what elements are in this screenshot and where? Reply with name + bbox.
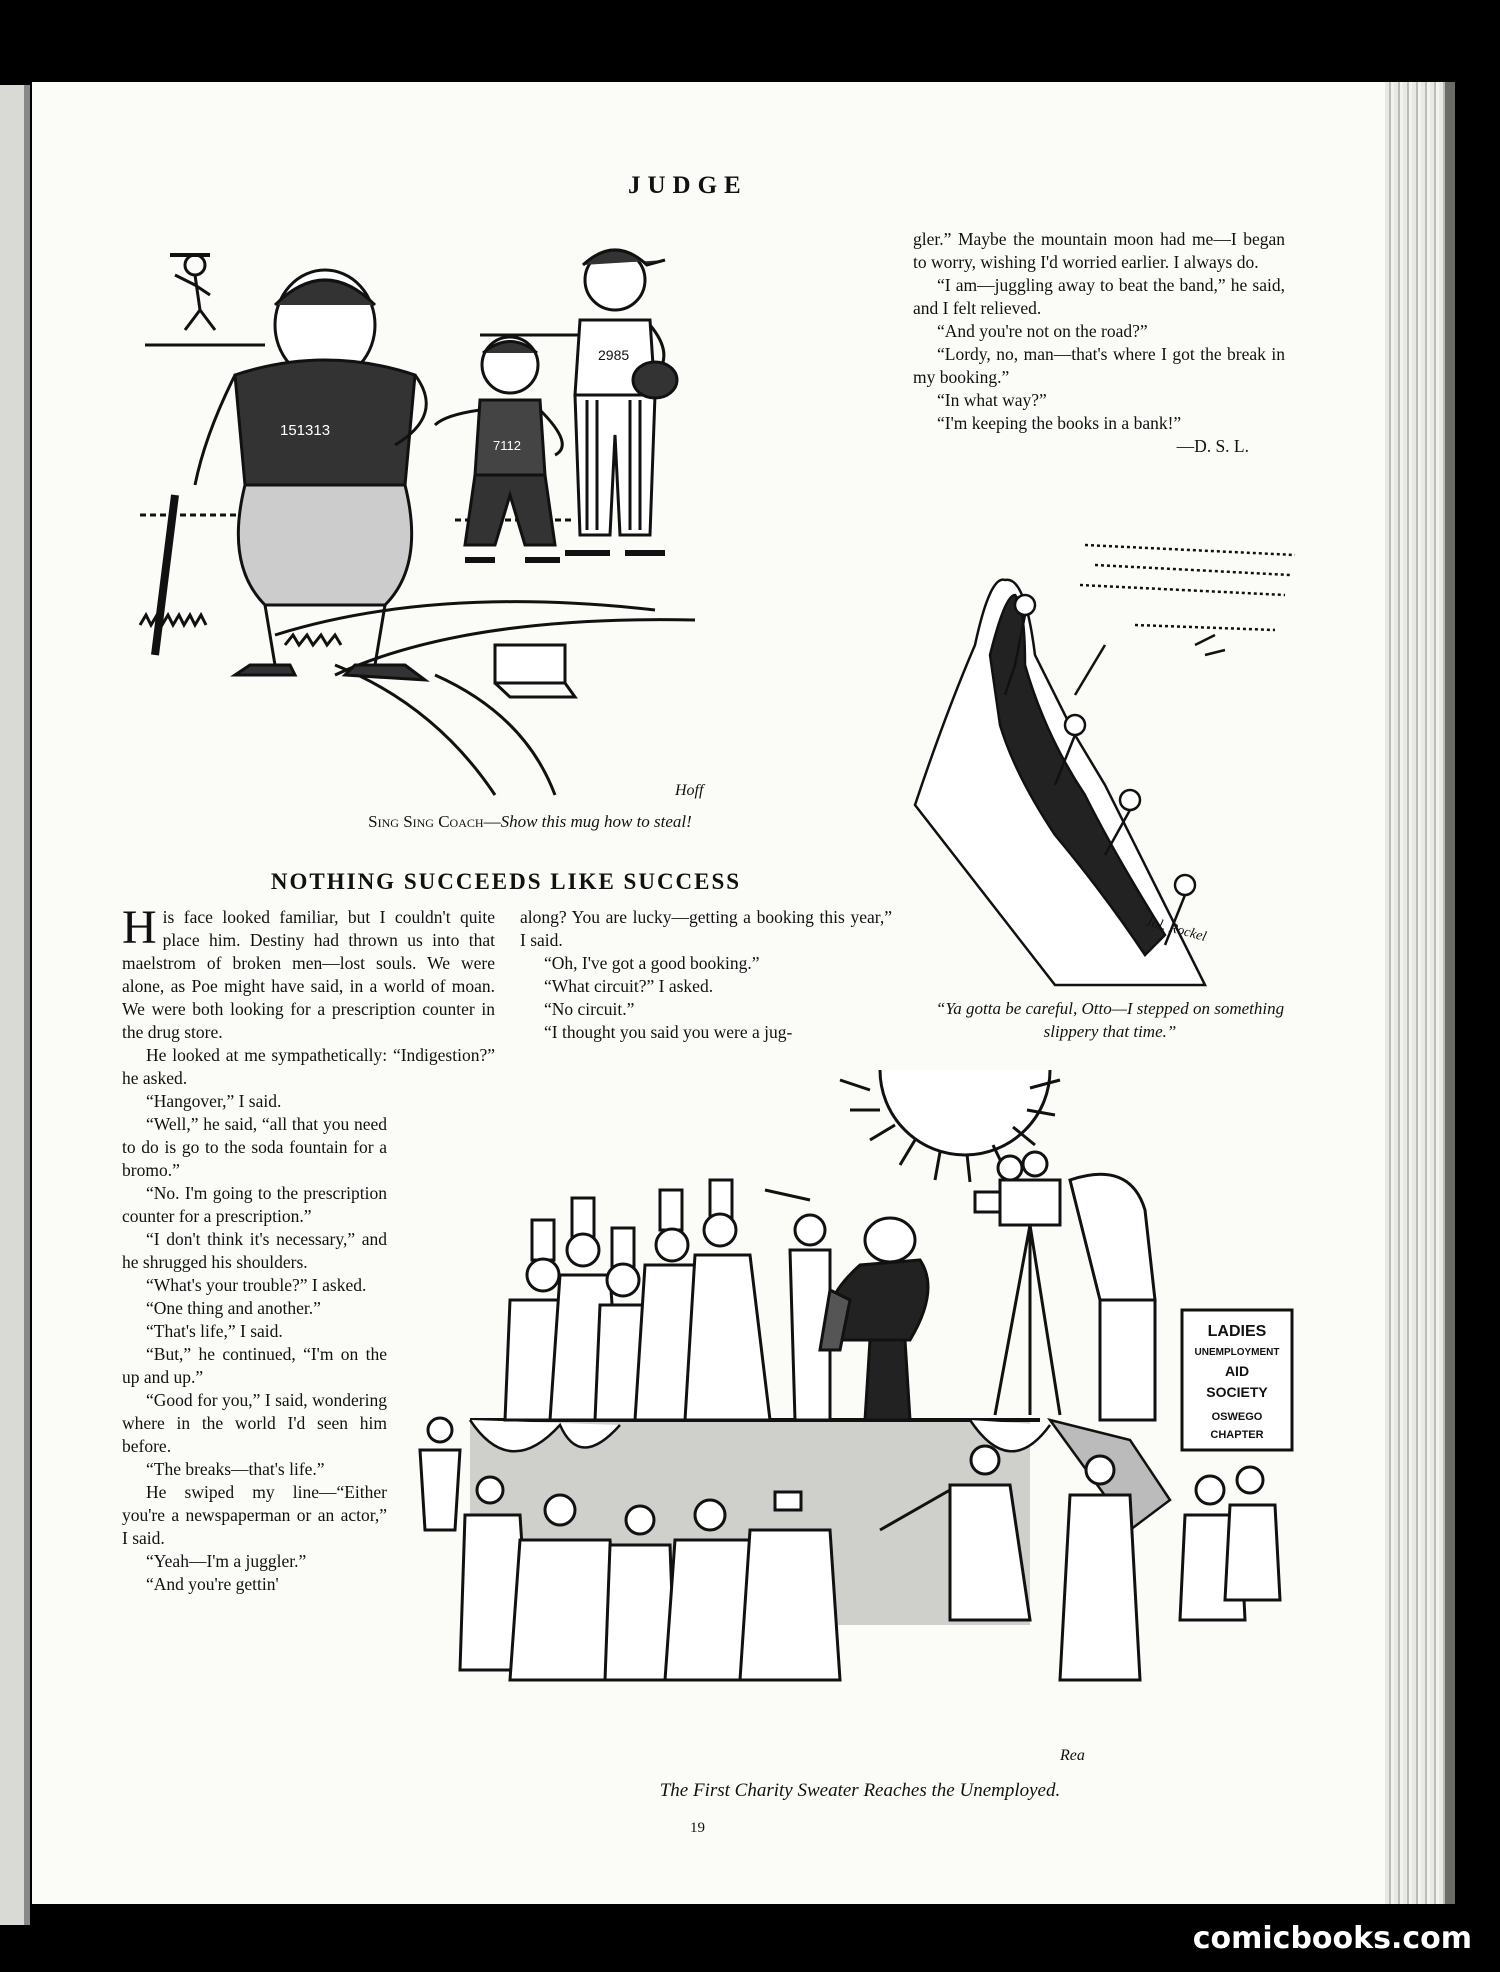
paragraph: “And you're gettin' bbox=[146, 1574, 279, 1594]
cartoonist-signature: Jol. Rockel bbox=[1143, 914, 1208, 945]
sign-text: CHAPTER bbox=[1210, 1429, 1264, 1441]
paragraph: “I thought you said you were a jug- bbox=[544, 1022, 793, 1042]
paragraph: along? You are lucky—getting a booking this year,” I said. bbox=[520, 907, 892, 950]
magazine-title: JUDGE bbox=[628, 172, 748, 199]
cartoon-caption: “Ya gotta be careful, Otto—I stepped on something slippery that time.” bbox=[935, 999, 1285, 1041]
watermark: comicbooks.com bbox=[1192, 1921, 1472, 1956]
paragraph: “And you're not on the road?” bbox=[937, 321, 1148, 341]
paragraph: “What's your trouble?” I asked. bbox=[146, 1275, 367, 1295]
coach-jersey-number: 151313 bbox=[280, 422, 331, 439]
article-column-right bbox=[913, 228, 1285, 458]
cartoonist-signature: Rea bbox=[1060, 1747, 1085, 1764]
charity-sweater-cartoon bbox=[410, 1060, 1310, 1775]
paragraph-text: is face looked familiar, but I couldn't quite place him. Destiny had thrown us into that maelstrom of broken men—lost souls. We were alone, as Poe might have said, in a world of moan. We were both looking for a prescription counter in the drug store. bbox=[122, 907, 495, 1042]
paragraph: “In what way?” bbox=[937, 390, 1047, 410]
author-signoff: —D. S. L. bbox=[1176, 436, 1249, 456]
sign-text: SOCIETY bbox=[1206, 1384, 1268, 1400]
caption-quote: Show this mug how to steal! bbox=[500, 812, 692, 831]
article-column-middle bbox=[520, 906, 892, 1044]
cartoon-caption: The First Charity Sweater Reaches the Unemployed. bbox=[659, 1780, 1061, 1801]
paragraph: “The breaks—that's life.” bbox=[146, 1459, 325, 1479]
player-jersey-number: 7112 bbox=[493, 438, 521, 453]
mountain-climbers-cartoon bbox=[905, 535, 1305, 990]
paragraph: “No. I'm going to the prescription counter for a prescription.” bbox=[122, 1183, 387, 1226]
caption-speaker: Sing Sing Coach bbox=[368, 812, 484, 831]
paragraph: “But,” he continued, “I'm on the up and up.” bbox=[122, 1344, 387, 1387]
drop-cap: H bbox=[122, 901, 157, 954]
paragraph: “I don't think it's necessary,” and he shrugged his shoulders. bbox=[122, 1229, 387, 1272]
paragraph: “Lordy, no, man—that's where I got the break in my booking.” bbox=[913, 344, 1285, 387]
player-jersey-number: 2985 bbox=[598, 347, 630, 363]
paragraph: gler.” Maybe the mountain moon had me—I began to worry, wishing I'd worried earlier. I always do. bbox=[913, 229, 1285, 272]
paragraph: “That's life,” I said. bbox=[146, 1321, 283, 1341]
sign-text: AID bbox=[1224, 1363, 1250, 1379]
sign-text: LADIES bbox=[1207, 1323, 1267, 1340]
book-page-stack bbox=[1385, 82, 1455, 1904]
cartoon-caption bbox=[180, 812, 880, 832]
sign-text: OSWEGO bbox=[1211, 1411, 1263, 1423]
caption-dash: — bbox=[483, 812, 501, 831]
cartoonist-signature: Hoff bbox=[675, 782, 704, 799]
baseball-cartoon bbox=[135, 235, 875, 805]
paragraph: “Well,” he said, “all that you need to do is go to the soda fountain for a bromo.” bbox=[122, 1114, 387, 1180]
paragraph: “I'm keeping the books in a bank!” bbox=[937, 413, 1182, 433]
paragraph: “No circuit.” bbox=[544, 999, 635, 1019]
paragraph: He looked at me sympathetically: “Indigestion?” he asked. bbox=[122, 1045, 495, 1088]
facing-page-edge bbox=[0, 85, 30, 1925]
article-heading: NOTHING SUCCEEDS LIKE SUCCESS bbox=[270, 869, 742, 894]
paragraph bbox=[122, 901, 495, 1044]
paragraph: “Good for you,” I said, wondering where in the world I'd seen him before. bbox=[122, 1390, 387, 1456]
paragraph: He swiped my line—“Either you're a newspaperman or an actor,” I said. bbox=[122, 1482, 387, 1548]
paragraph: “Oh, I've got a good booking.” bbox=[544, 953, 760, 973]
paragraph: “One thing and another.” bbox=[146, 1298, 321, 1318]
paragraph: “I am—juggling away to beat the band,” he said, and I felt relieved. bbox=[913, 275, 1285, 318]
sign-text: UNEMPLOYMENT bbox=[1194, 1347, 1280, 1358]
paragraph: “What circuit?” I asked. bbox=[544, 976, 714, 996]
page-number: 19 bbox=[690, 1820, 705, 1836]
paragraph: “Yeah—I'm a juggler.” bbox=[146, 1551, 307, 1571]
paragraph: “Hangover,” I said. bbox=[146, 1091, 282, 1111]
